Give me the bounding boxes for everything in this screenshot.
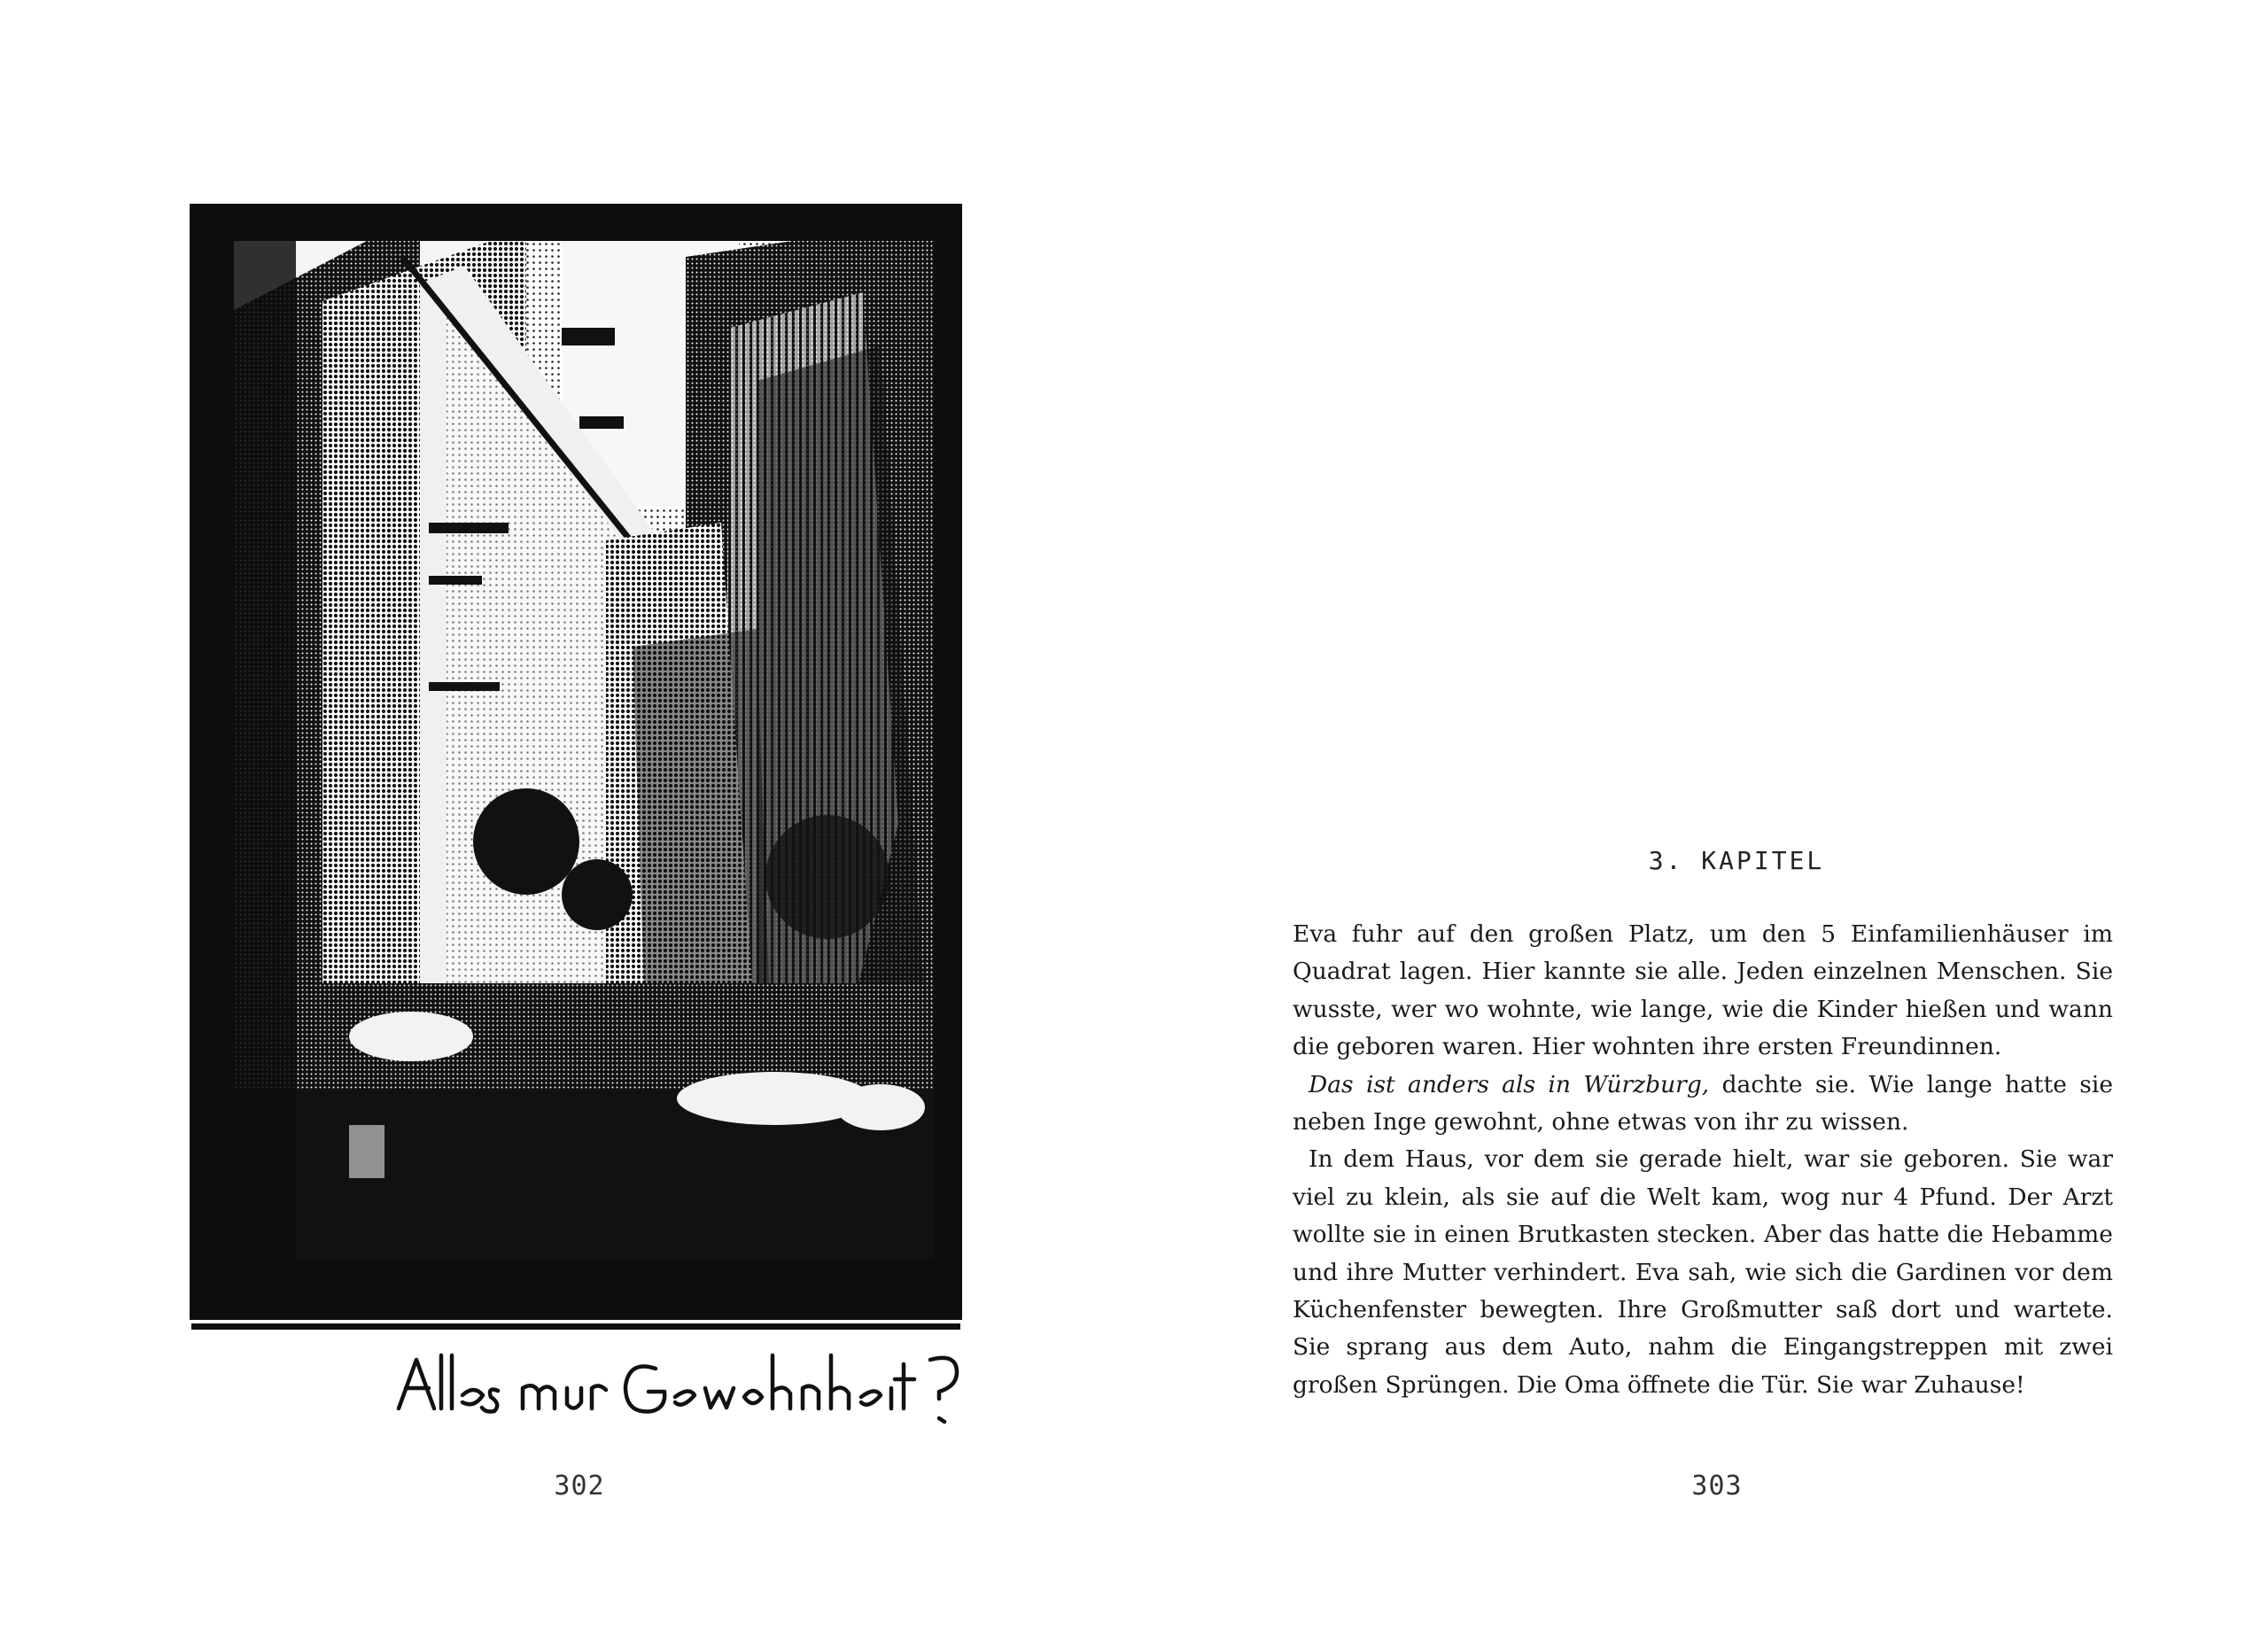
black-white-photo [190, 204, 962, 1408]
paragraph-2-text: dachte sie. Wie lange hatte sie neben Inge gewohnt, ohne etwas von ihr zu wissen. [1293, 1070, 2113, 1137]
paragraph-2 [1293, 1067, 2113, 1142]
paragraph-1-text: Eva fuhr auf den großen Platz, um den 5 Einfamilienhäuser im Quadrat lagen. Hier kannte sie alle. Jeden einzelnen Menschen. Sie wusste, wer wo wohnte, wie lange, wie die Kinder hießen und wann die geboren waren. Hier wohnten ihre ersten Freundinnen. [1293, 920, 2113, 1061]
paragraph-3 [1293, 1141, 2113, 1404]
paragraph-3-text: In dem Haus, vor dem sie gerade hielt, war sie geboren. Sie war viel zu klein, als sie auf die Welt kam, wog nur 4 Pfund. Der Arzt wollte sie in einen Brutkasten stecken. Aber das hatte die Hebamme und ihre Mutter verhindert. Eva sah, wie sich die Gardinen vor dem Küchenfenster bewegten. Ihre Großmutter saß dort und wartete. Sie sprang aus dem Auto, nahm die Eingangstreppen mit zwei großen Sprüngen. Die Oma öffnete die Tür. Sie war Zuhause! [1293, 1145, 2113, 1399]
paragraph-1 [1293, 916, 2113, 1067]
photo-icon [190, 204, 962, 1408]
chapter-heading: 3. KAPITEL [1648, 846, 1825, 875]
handwriting-icon [390, 1333, 992, 1439]
page-number-right: 303 [1691, 1470, 1743, 1501]
chapter-body [1293, 916, 2113, 1404]
paragraph-2-italic: Das ist anders als in Würzburg, [1309, 1070, 1710, 1098]
page-number-left: 302 [554, 1470, 605, 1501]
caption-divider [191, 1323, 960, 1330]
handwritten-caption [390, 1333, 992, 1439]
